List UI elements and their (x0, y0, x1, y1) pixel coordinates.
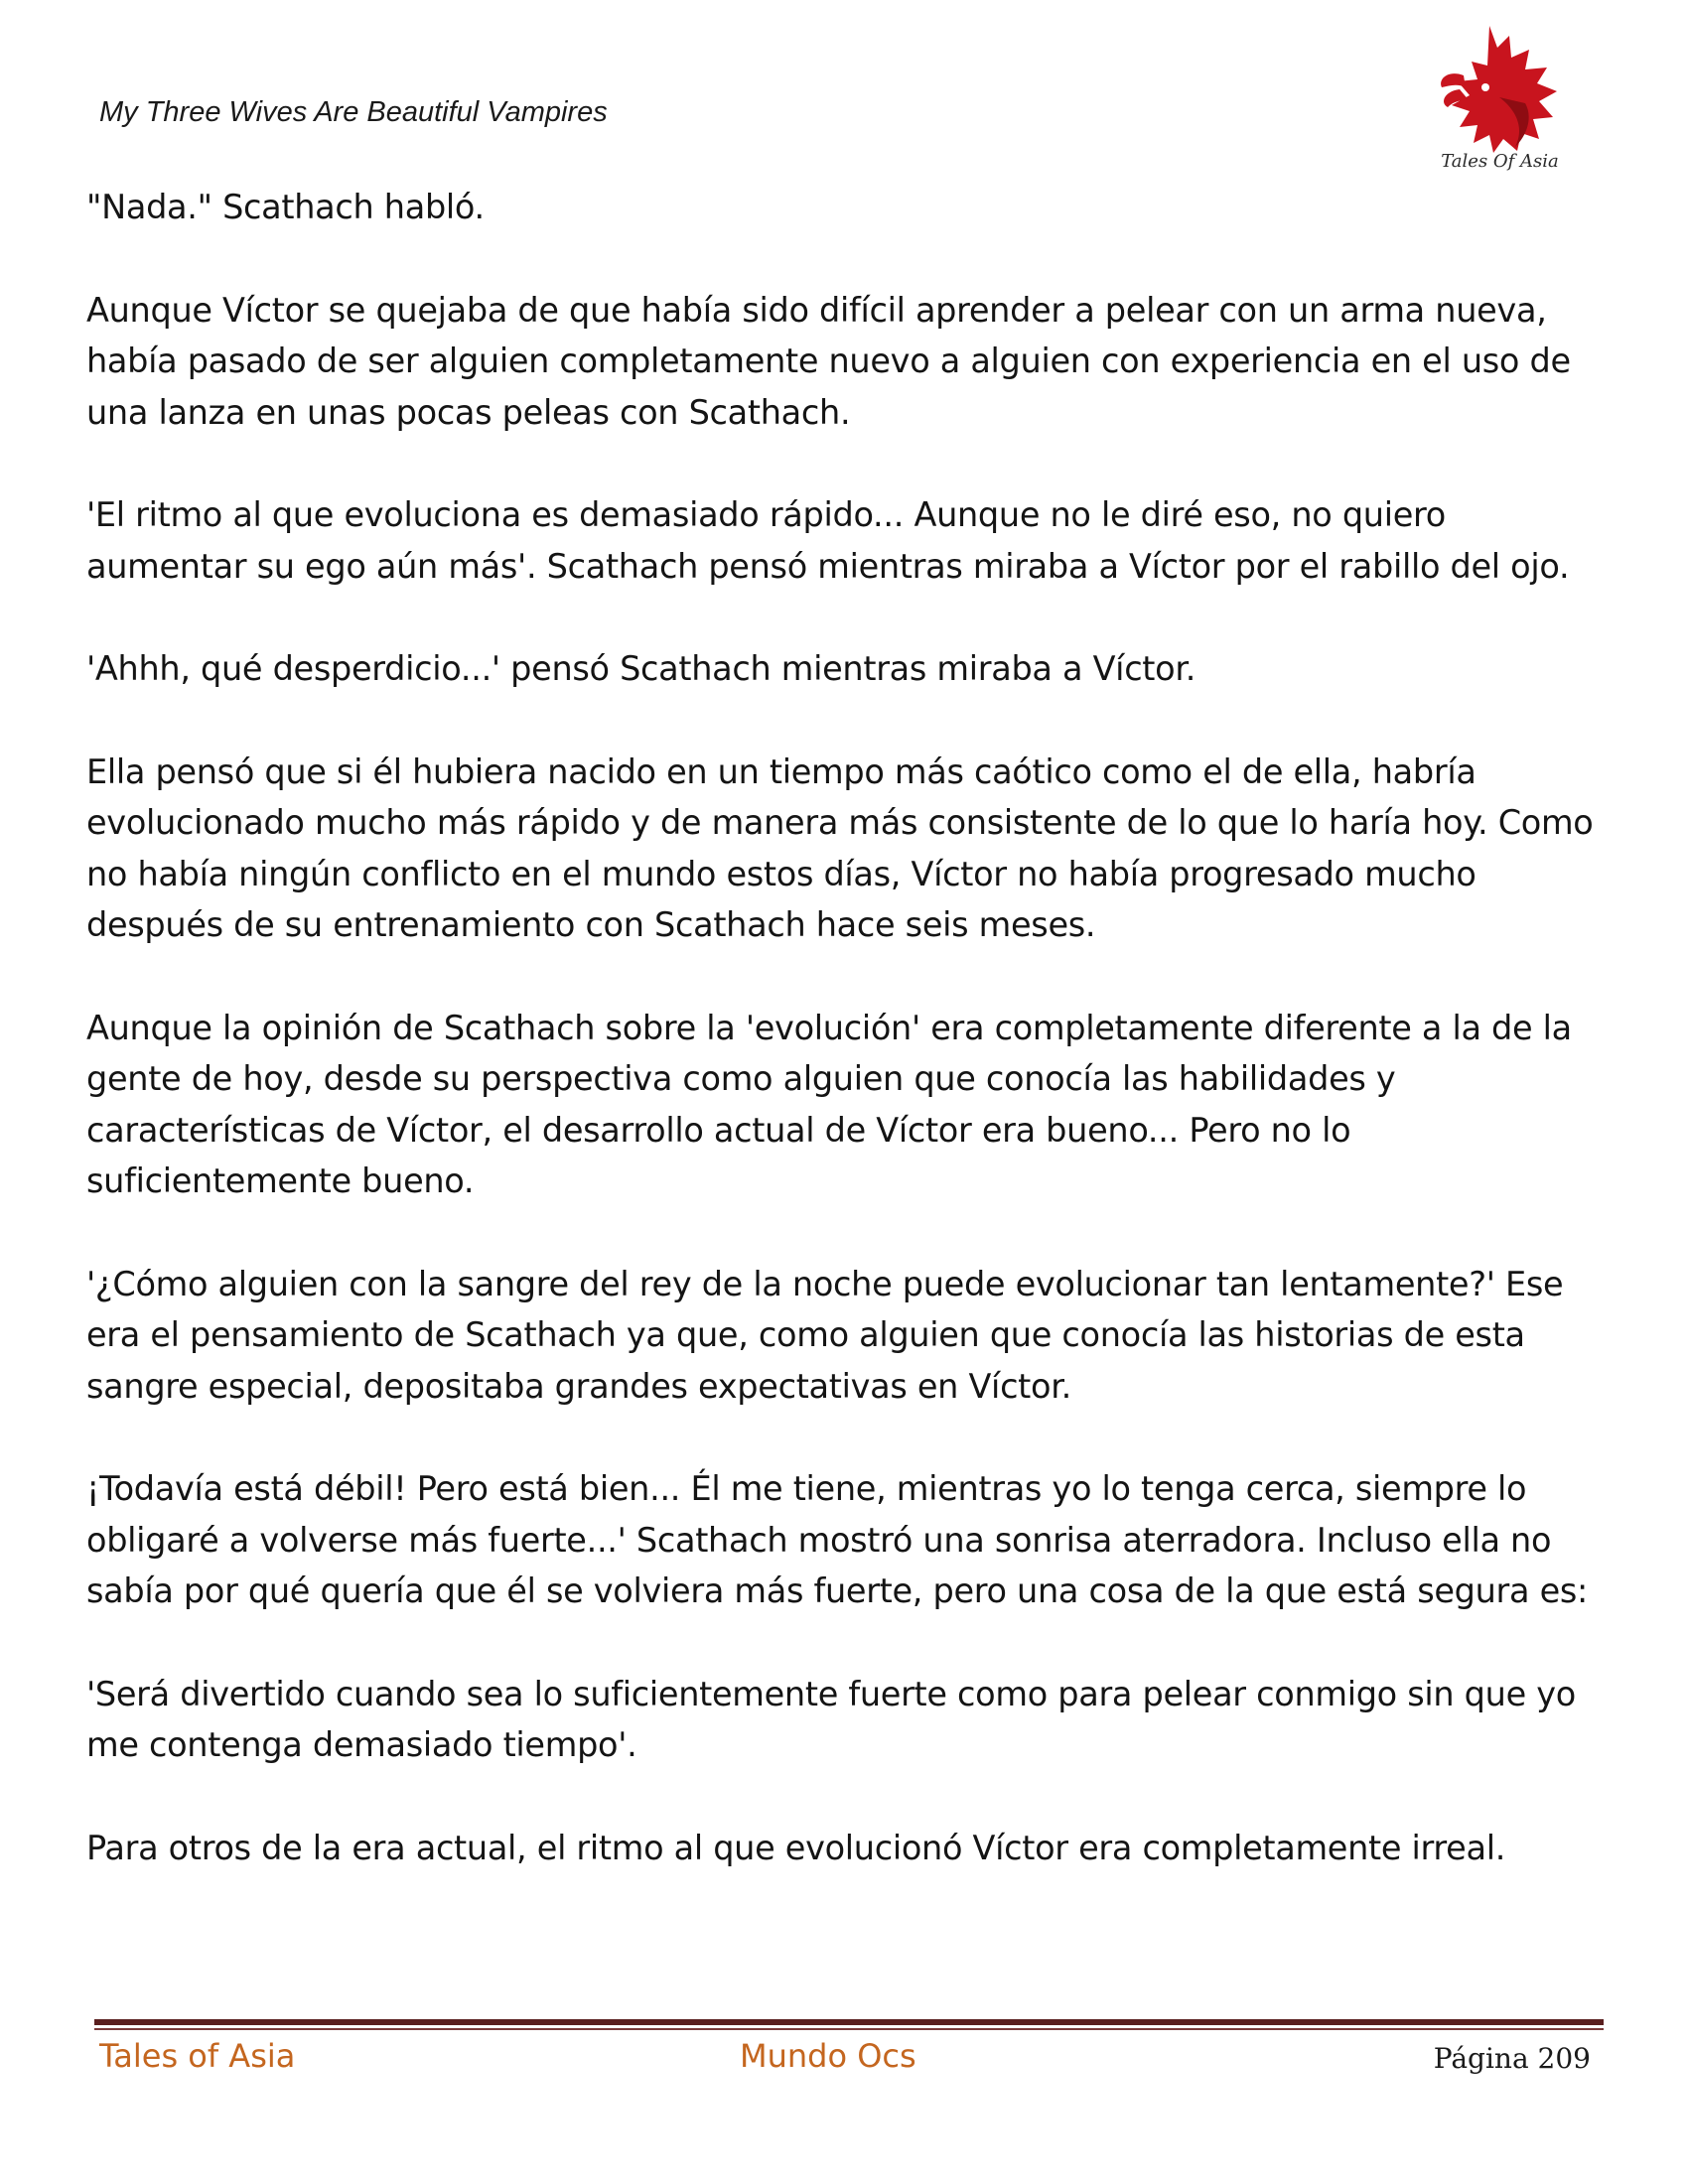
footer-section: Mundo Ocs (740, 2037, 916, 2075)
paragraph: Para otros de la era actual, el ritmo al que evolucionó Víctor era completamente irreal. (86, 1828, 1506, 1867)
paragraph: ¡Todavía está débil! Pero está bien... Él me tiene, mientras yo lo tenga cerca, siempre lo obligaré a volverse más fuerte...' Scathach mostró una sonrisa aterradora. Incluso ella no sabía por qué quería que él se volviera más fuerte, pero una cosa de la que está segura es: (86, 1469, 1589, 1610)
page-body (86, 182, 1616, 1925)
footer-divider (94, 2019, 1604, 2025)
paragraph: Aunque Víctor se quejaba de que había sido difícil aprender a pelear con un arma nueva, había pasado de ser alguien completamente nuevo a alguien con experiencia en el uso de una lanza en unas pocas peleas con Scathach. (86, 290, 1571, 432)
footer-divider-thin (94, 2028, 1604, 2030)
page-number: Página 209 (1433, 2042, 1591, 2075)
paragraph: Ella pensó que si él hubiera nacido en un tiempo más caótico como el de ella, habría evolucionado mucho más rápido y de manera más consistente de lo que lo haría hoy. Como no había ningún conflicto en el mundo estos días, Víctor no había progresado mucho después de su entrenamiento con Scathach hace seis meses. (86, 751, 1594, 944)
paragraph: 'Será divertido cuando sea lo suficientemente fuerte como para pelear conmigo sin que yo me contenga demasiado tiempo'. (86, 1674, 1576, 1764)
paragraph: 'Ahhh, qué desperdicio...' pensó Scathach mientras miraba a Víctor. (86, 649, 1196, 688)
paragraph: '¿Cómo alguien con la sangre del rey de la noche puede evolucionar tan lentamente?' Ese era el pensamiento de Scathach ya que, como alguien que conocía las historias de esta sangre especial, depositaba grandes expectativas en Víctor. (86, 1264, 1564, 1406)
paragraph: Aunque la opinión de Scathach sobre la 'evolución' era completamente diferente a la de la gente de hoy, desde su perspectiva como alguien que conocía las habilidades y características de Víctor, el desarrollo actual de Víctor era bueno... Pero no lo suficientemente bueno. (86, 1008, 1572, 1200)
paragraph: "Nada." Scathach habló. (86, 188, 485, 226)
logo-caption: Tales Of Asia (1441, 151, 1559, 172)
book-title: My Three Wives Are Beautiful Vampires (99, 96, 608, 128)
paragraph: 'El ritmo al que evoluciona es demasiado rápido... Aunque no le diré eso, no quiero aumentar su ego aún más'. Scathach pensó mientras miraba a Víctor por el rabillo del ojo. (86, 495, 1570, 586)
footer-publisher: Tales of Asia (99, 2037, 296, 2075)
